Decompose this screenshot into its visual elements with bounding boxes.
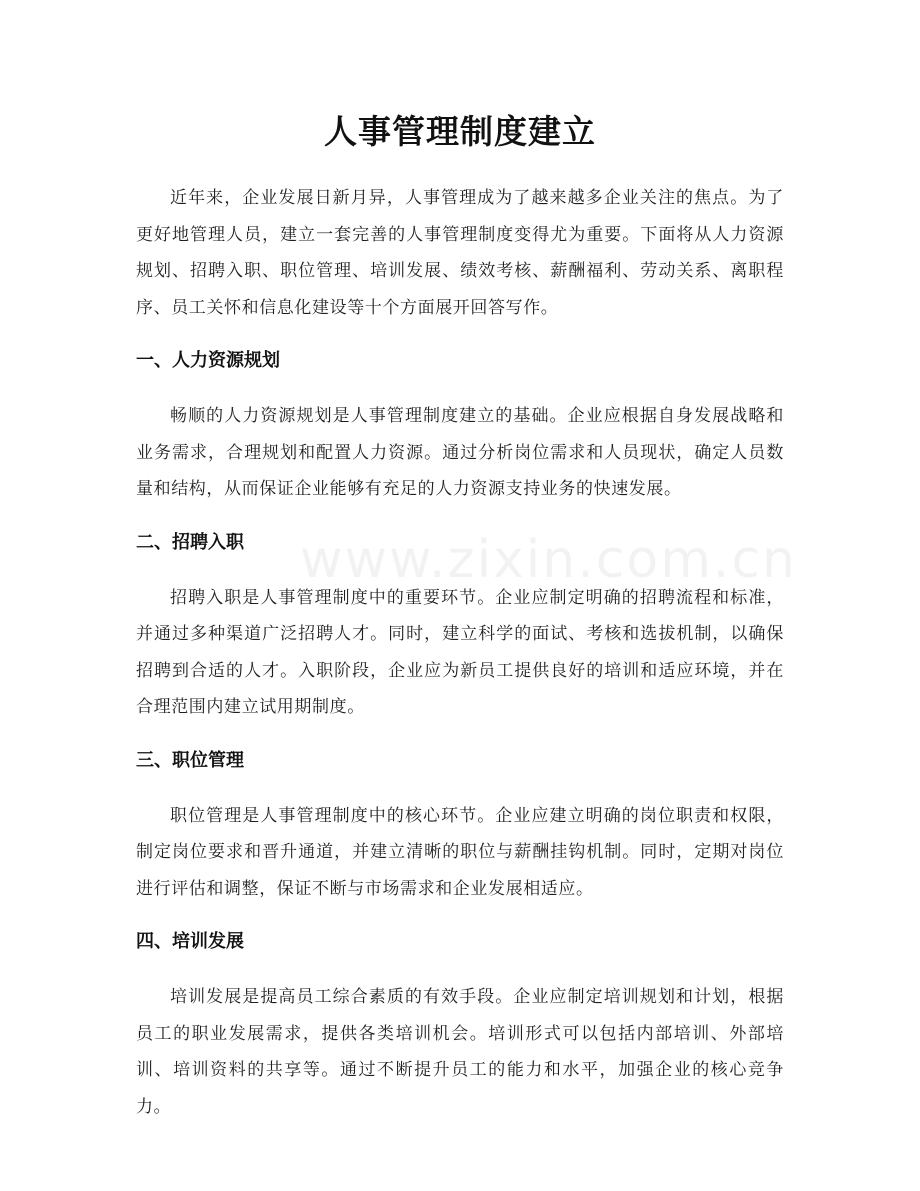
document-title: 人事管理制度建立 — [324, 112, 596, 151]
section-heading-1: 一、人力资源规划 — [136, 350, 280, 371]
watermark: www.zixin.com.cn — [300, 530, 797, 590]
document-body — [136, 180, 784, 1125]
section-body-4: 培训发展是提高员工综合素质的有效手段。企业应制定培训规划和计划，根据员工的职业发展需求，提供各类培训机会。培训形式可以包括内部培训、外部培训、培训资料的共享等。通过不断提升员工的能力和水平，加强企业的核心竞争力。 — [136, 987, 784, 1117]
intro-paragraph: 近年来，企业发展日新月异，人事管理成为了越来越多企业关注的焦点。为了更好地管理人员，建立一套完善的人事管理制度变得尤为重要。下面将从人力资源规划、招聘入职、职位管理、培训发展、绩效考核、薪酬福利、劳动关系、离职程序、员工关怀和信息化建设等十个方面展开回答写作。 — [136, 188, 784, 318]
section-body-3: 职位管理是人事管理制度中的核心环节。企业应建立明确的岗位职责和权限，制定岗位要求和晋升通道，并建立清晰的职位与薪酬挂钩机制。同时，定期对岗位进行评估和调整，保证不断与市场需求和企业发展相适应。 — [136, 805, 784, 899]
section-heading-3: 三、职位管理 — [136, 749, 244, 771]
section-body-2: 招聘入职是人事管理制度中的重要环节。企业应制定明确的招聘流程和标准，并通过多种渠道广泛招聘人才。同时，建立科学的面试、考核和选拔机制，以确保招聘到合适的人才。入职阶段，企业应为新员工提供良好的培训和适应环境，并在合理范围内建立试用期制度。 — [136, 587, 784, 717]
section-heading-4: 四、培训发展 — [136, 931, 244, 952]
section-heading-2: 二、招聘入职 — [136, 531, 244, 553]
section-body-1: 畅顺的人力资源规划是人事管理制度建立的基础。企业应根据自身发展战略和业务需求，合理规划和配置人力资源。通过分析岗位需求和人员现状，确定人员数量和结构，从而保证企业能够有充足的人力资源支持业务的快速发展。 — [136, 406, 784, 499]
